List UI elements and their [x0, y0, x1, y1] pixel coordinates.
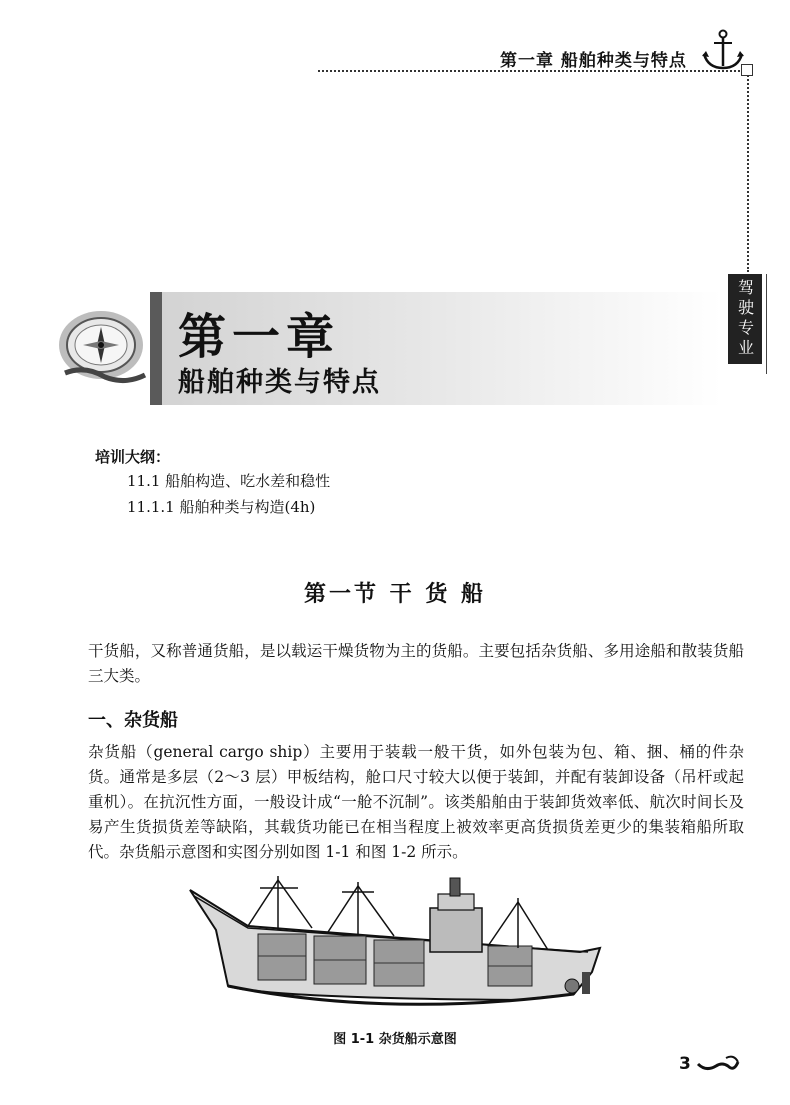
banner-accent-bar: [150, 292, 162, 405]
header-dotted-rule: [318, 70, 744, 72]
anchor-icon: [700, 28, 746, 72]
margin-dotted-rule: [747, 72, 749, 272]
running-header: 第一章 船舶种类与特点: [500, 51, 687, 71]
outline-heading: 培训大纲：: [95, 448, 171, 466]
subheading: 一、杂货船: [88, 710, 178, 731]
compass-illustration: [55, 305, 147, 387]
wave-ornament-icon: [696, 1052, 740, 1074]
chapter-title: 船舶种类与特点: [178, 367, 381, 398]
figure-caption: 图 1-1 杂货船示意图: [333, 1032, 457, 1047]
section-title: 第一节 干 货 船: [304, 581, 486, 607]
cargo-ship-illustration: [188, 868, 608, 1020]
outline-item: 11.1.1 船舶种类与构造(4h): [127, 498, 316, 516]
page-number: 3: [679, 1054, 691, 1074]
outline-item: 11.1 船舶构造、吃水差和稳性: [127, 472, 331, 490]
side-tab: 驾驶专业: [728, 274, 762, 364]
chapter-number: 第一章: [178, 309, 341, 365]
rule-corner-box: [741, 64, 753, 76]
side-tab-rule: [766, 274, 767, 374]
body-paragraph: 杂货船（general cargo ship）主要用于装载一般干货，如外包装为包、箱、捆、桶的件杂货。通常是多层（2～3 层）甲板结构，舱口尺寸较大以便于装卸，并配有装卸设备（吊杆或起重机）。在抗沉性方面，一般设计成“一舱不沉制”。该类船舶由于装卸货效率低、航次时间长及易产生货损货差等缺陷，其载货功能已在相当程度上被效率更高货损货差更少的集装箱船所取代。杂货船示意图和实图分别如图 1-1 和图 1-2 所示。: [88, 743, 744, 861]
body-paragraph: 干货船，又称普通货船，是以载运干燥货物为主的货船。主要包括杂货船、多用途船和散装货船三大类。: [88, 642, 744, 685]
